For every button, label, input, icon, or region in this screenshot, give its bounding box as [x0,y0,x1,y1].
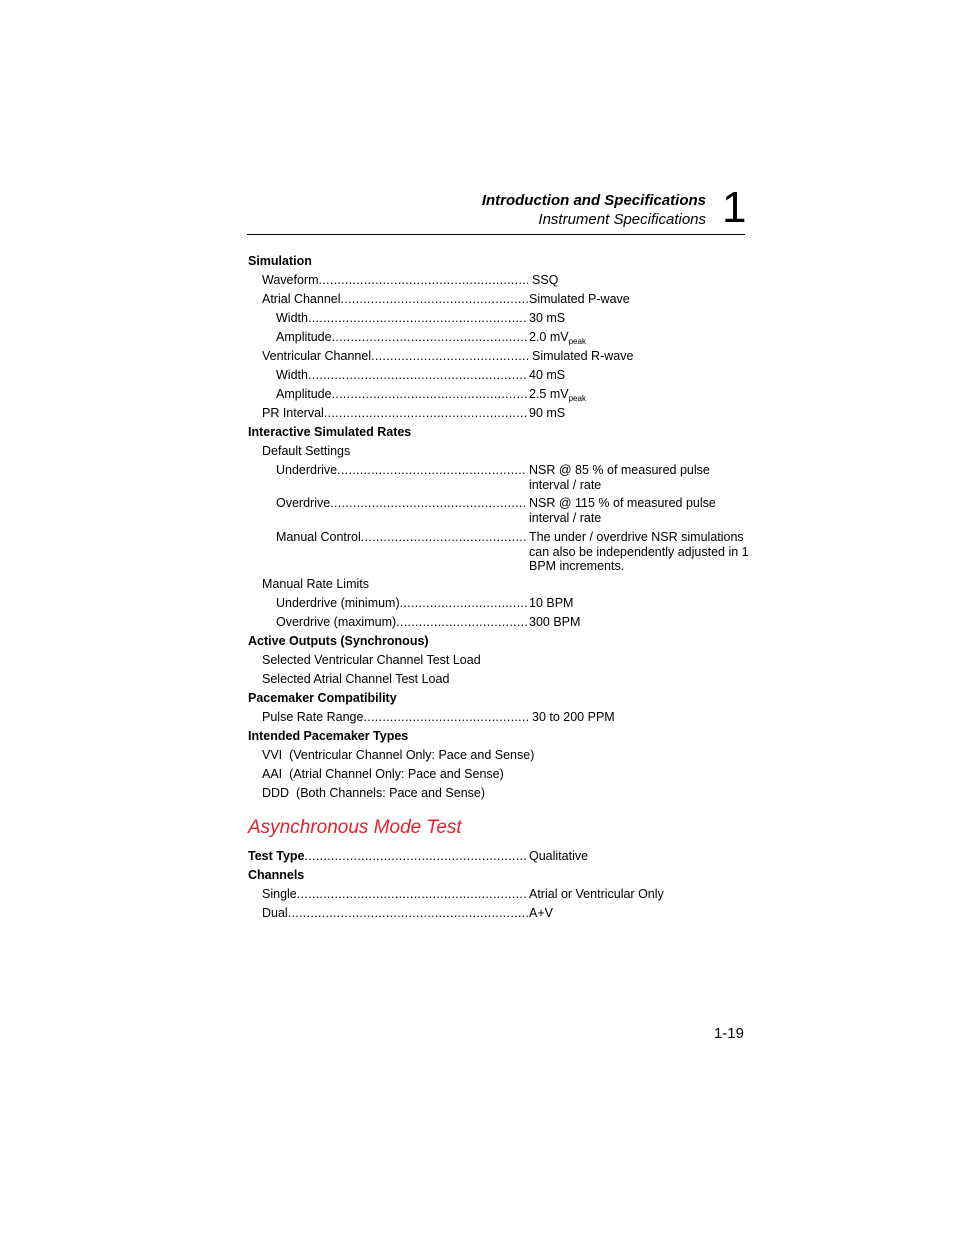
spec-value: 90 mS [529,406,566,420]
spec-value: Atrial or Ventricular Only [529,887,664,901]
spec-row-overdrive [248,494,748,528]
spec-label: Overdrive [276,496,331,510]
spec-value: 40 mS [529,368,566,382]
amplitude-subscript: peak [568,394,586,403]
spec-row-underdrive-min [248,594,748,613]
spec-row-manual-control [248,528,748,575]
spec-value: The under / overdrive NSR simulations can also be independently adjusted in 1 BPM increments. [529,530,749,573]
spec-label: Test Type [248,849,305,863]
spec-label: Pulse Rate Range [262,710,364,724]
spec-label: Ventricular Channel [262,349,372,363]
spec-label: Width [276,311,308,325]
spec-row-pr-interval [248,404,748,423]
spec-label: Overdrive (maximum) [276,615,397,629]
spec-content [248,252,748,923]
spec-row-atrial-width [248,309,748,328]
spec-label: Underdrive (minimum) [276,596,400,610]
async-mode-section-title: Asynchronous Mode Test [248,817,462,838]
pacemaker-type-item: DDD (Both Channels: Pace and Sense) [262,786,486,800]
spec-value: SSQ [532,273,559,287]
simulation-heading: Simulation [248,254,312,268]
amplitude-subscript: peak [568,337,586,346]
spec-row-overdrive-max [248,613,748,632]
spec-value [529,385,586,404]
spec-label: Amplitude [276,387,332,401]
pacemaker-compatibility-heading: Pacemaker Compatibility [248,691,397,705]
section-subtitle: Instrument Specifications [538,211,706,228]
spec-label: PR Interval [262,406,324,420]
spec-value: A+V [529,906,553,920]
spec-row-ventricular-width [248,366,748,385]
spec-row-ventricular-channel [248,347,748,366]
spec-label: Amplitude [276,330,332,344]
spec-value: 30 to 200 PPM [532,710,615,724]
spec-row-ventricular-amplitude [248,385,748,404]
spec-value: Simulated R-wave [532,349,634,363]
chapter-number: 1 [722,183,747,232]
channels-heading: Channels [248,868,305,882]
spec-label: Dual [262,906,288,920]
spec-label: Manual Control [276,530,361,544]
chapter-title: Introduction and Specifications [481,192,706,209]
spec-value: 30 mS [529,311,566,325]
spec-label: Atrial Channel [262,292,341,306]
spec-row-single [248,885,748,904]
spec-label: Underdrive [276,463,338,477]
amplitude-value: 2.0 mV [529,330,569,344]
spec-value: NSR @ 85 % of measured pulse interval / rate [529,463,710,492]
output-item: Selected Ventricular Channel Test Load [262,653,481,667]
spec-row-dual [248,904,748,923]
spec-value: Simulated P-wave [529,292,630,306]
pacemaker-types-heading: Intended Pacemaker Types [248,729,409,743]
pacemaker-type-item: AAI (Atrial Channel Only: Pace and Sense) [262,767,504,781]
spec-value: 300 BPM [529,615,581,629]
interactive-rates-heading: Interactive Simulated Rates [248,425,412,439]
output-item: Selected Atrial Channel Test Load [262,672,450,686]
spec-value [529,328,586,347]
pacemaker-type-item: VVI (Ventricular Channel Only: Pace and Sense) [262,748,535,762]
amplitude-value: 2.5 mV [529,387,569,401]
spec-value: NSR @ 115 % of measured pulse interval / rate [529,496,716,525]
spec-row-waveform [248,271,748,290]
header-rule [247,234,745,235]
spec-row-pulse-rate-range [248,708,748,727]
spec-row-atrial-amplitude [248,328,748,347]
spec-label: Waveform [262,273,319,287]
page-number: 1-19 [713,1025,744,1042]
spec-value: 10 BPM [529,596,574,610]
active-outputs-heading: Active Outputs (Synchronous) [248,634,429,648]
spec-row-underdrive [248,461,748,494]
spec-row-atrial-channel [248,290,748,309]
manual-rate-limits-label: Manual Rate Limits [262,577,369,591]
spec-label: Single [262,887,297,901]
default-settings-label: Default Settings [262,444,351,458]
spec-row-test-type [248,847,748,866]
spec-label: Width [276,368,308,382]
spec-value: Qualitative [529,849,589,863]
